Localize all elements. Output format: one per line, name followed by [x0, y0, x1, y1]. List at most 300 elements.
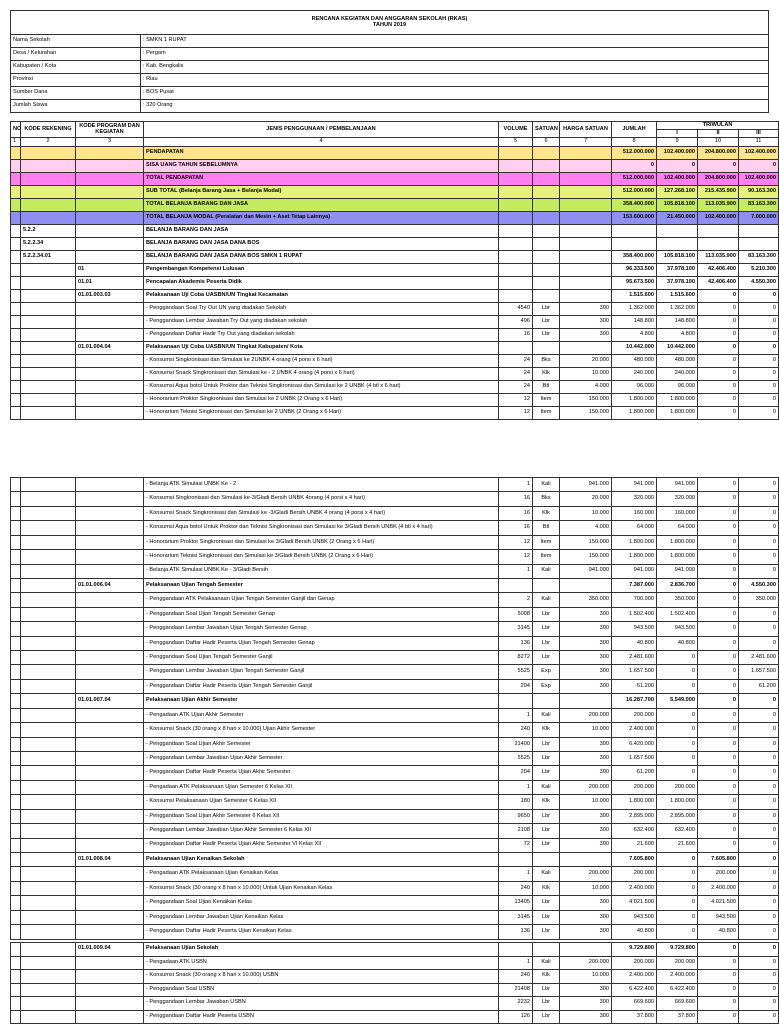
school-info-label: Desa / Kelurahan: [11, 48, 141, 61]
row-triwulan-1: 21.450.000: [657, 212, 698, 225]
row-volume: 5525: [499, 665, 533, 679]
row-jumlah: 61.200: [612, 766, 657, 780]
row-volume: [499, 694, 533, 708]
row-triwulan-3: 0: [739, 809, 779, 823]
row-harga-satuan: 200.000: [560, 956, 612, 970]
row-triwulan-2: 0: [698, 737, 739, 751]
row-kode-rekening: [21, 277, 76, 290]
row-volume: [499, 251, 533, 264]
row-jumlah: 700.000: [612, 593, 657, 607]
row-description: - Penggandaan Daftar Hadir Peserta Ujian Akhir Semester VI Kelas XII: [144, 838, 499, 852]
row-harga-satuan: [560, 251, 612, 264]
row-harga-satuan: 4.000: [560, 521, 612, 535]
row-kode-program: [76, 824, 144, 838]
school-info-row: [11, 87, 769, 100]
col-header-triwulan: TRIWULAN: [657, 122, 779, 130]
table-row: [11, 896, 779, 910]
col-num: 1: [11, 138, 21, 147]
row-kode-program: [76, 636, 144, 650]
col-num: 9: [657, 138, 698, 147]
row-volume: [499, 212, 533, 225]
row-jumlah: 64.000: [612, 521, 657, 535]
row-kode-rekening: [21, 578, 76, 592]
row-description: - Belanja ATK Simulasi UNBK Ke - 2: [144, 478, 499, 492]
row-kode-program: [76, 809, 144, 823]
row-description: - Honorarium Proktor Singkronisasi dan Simulasi ke 3/Gladi Bersih UNBK (2 Orang x 6 Hari): [144, 535, 499, 549]
row-triwulan-3: 0: [739, 394, 779, 407]
row-kode-rekening: [21, 407, 76, 420]
budget-table-continued: [10, 942, 779, 1024]
row-kode-rekening: [21, 651, 76, 665]
row-jumlah: 240.000: [612, 368, 657, 381]
row-harga-satuan: [560, 943, 612, 957]
row-triwulan-2: [698, 225, 739, 238]
row-jumlah: 40.800: [612, 925, 657, 939]
row-triwulan-2: 0: [698, 651, 739, 665]
table-row: [11, 780, 779, 794]
row-jumlah: 200.000: [612, 867, 657, 881]
row-kode-program: [76, 212, 144, 225]
row-jumlah: 1.657.500: [612, 752, 657, 766]
row-jumlah: 4.021.500: [612, 896, 657, 910]
row-triwulan-2: 0: [698, 665, 739, 679]
row-volume: [499, 277, 533, 290]
row-satuan: Lbr: [533, 622, 560, 636]
row-description: - Pengadaan ATK Pelaksanaan Ujian Semester 6 Kelas XII: [144, 780, 499, 794]
row-harga-satuan: 150.000: [560, 535, 612, 549]
row-jumlah: [612, 238, 657, 251]
row-no: [11, 607, 21, 621]
row-triwulan-3: 350.000: [739, 593, 779, 607]
row-satuan: [533, 238, 560, 251]
row-no: [11, 407, 21, 420]
row-harga-satuan: 10.000: [560, 881, 612, 895]
row-volume: [499, 186, 533, 199]
row-triwulan-1: 200.000: [657, 956, 698, 970]
row-no: [11, 394, 21, 407]
row-volume: 2: [499, 593, 533, 607]
row-jumlah: 1.800.000: [612, 407, 657, 420]
col-num: 2: [21, 138, 76, 147]
table-row: [11, 492, 779, 506]
row-kode-program: [76, 394, 144, 407]
row-triwulan-3: 0: [739, 316, 779, 329]
row-triwulan-3: 0: [739, 535, 779, 549]
row-volume: [499, 852, 533, 866]
row-no: [11, 723, 21, 737]
row-harga-satuan: 200.000: [560, 708, 612, 722]
row-triwulan-1: [657, 225, 698, 238]
row-jumlah: 512.000.000: [612, 147, 657, 160]
row-triwulan-3: 1.657.500: [739, 665, 779, 679]
row-kode-rekening: [21, 290, 76, 303]
row-kode-rekening: [21, 147, 76, 160]
row-volume: 3145: [499, 910, 533, 924]
row-kode-rekening: [21, 737, 76, 751]
row-satuan: Lbr: [533, 607, 560, 621]
row-jumlah: 200.000: [612, 780, 657, 794]
row-no: [11, 355, 21, 368]
table-row: [11, 264, 779, 277]
row-volume: 1: [499, 478, 533, 492]
row-volume: 204: [499, 679, 533, 693]
row-satuan: Kali: [533, 956, 560, 970]
row-triwulan-2: 0: [698, 1010, 739, 1024]
table-row: [11, 290, 779, 303]
row-triwulan-3: 102.400.000: [739, 147, 779, 160]
table-row: [11, 160, 779, 173]
row-description: - Konsumsi Aqua botol Untuk Proktor dan Teknisi Singkronisasi dan Simulasi ke 2 UNBK (4 btl x 6 hari): [144, 381, 499, 394]
row-triwulan-2: 0: [698, 752, 739, 766]
row-satuan: Lbr: [533, 316, 560, 329]
row-harga-satuan: 941.000: [560, 478, 612, 492]
row-no: [11, 636, 21, 650]
table-row: [11, 943, 779, 957]
row-kode-rekening: [21, 723, 76, 737]
row-triwulan-1: 0: [657, 679, 698, 693]
row-kode-rekening: [21, 394, 76, 407]
row-kode-rekening: [21, 303, 76, 316]
row-triwulan-2: 0: [698, 622, 739, 636]
row-triwulan-3: 0: [739, 867, 779, 881]
row-kode-rekening: [21, 780, 76, 794]
row-triwulan-2: 0: [698, 316, 739, 329]
row-kode-rekening: [21, 550, 76, 564]
row-description: - Penggandaan Lembar Jawaban Try Out yang diadakan sekolah: [144, 316, 499, 329]
row-description: - Penggandaan Soal Ujian Akhir Semester: [144, 737, 499, 751]
row-triwulan-2: 0: [698, 290, 739, 303]
row-triwulan-2: 2.400.000: [698, 881, 739, 895]
row-satuan: Item: [533, 535, 560, 549]
school-info-row: [11, 74, 769, 87]
row-volume: 24: [499, 381, 533, 394]
table-row: [11, 997, 779, 1011]
row-triwulan-1: 21.600: [657, 838, 698, 852]
col-num: 4: [144, 138, 499, 147]
row-triwulan-3: 0: [739, 550, 779, 564]
school-info-label: Kabupaten / Kota: [11, 61, 141, 74]
row-harga-satuan: [560, 212, 612, 225]
row-satuan: Item: [533, 407, 560, 420]
table-row: [11, 983, 779, 997]
row-satuan: Lbr: [533, 766, 560, 780]
row-triwulan-3: 0: [739, 355, 779, 368]
row-kode-program: [76, 186, 144, 199]
row-description: SUB TOTAL (Belanja Barang Jasa + Belanja Modal): [144, 186, 499, 199]
row-jumlah: 96.333.500: [612, 264, 657, 277]
row-satuan: Kali: [533, 708, 560, 722]
row-volume: 240: [499, 881, 533, 895]
row-kode-program: 01: [76, 264, 144, 277]
row-description: - Penggandaan Lembar Jawaban Ujian Tengah Semester Genap: [144, 622, 499, 636]
row-kode-program: [76, 896, 144, 910]
row-kode-rekening: [21, 766, 76, 780]
row-kode-rekening: [21, 264, 76, 277]
table-row: [11, 225, 779, 238]
row-satuan: Lbr: [533, 329, 560, 342]
rkas-header-table: [10, 10, 769, 113]
row-triwulan-2: 0: [698, 780, 739, 794]
row-harga-satuan: 300: [560, 752, 612, 766]
row-no: [11, 708, 21, 722]
row-kode-rekening: [21, 492, 76, 506]
row-kode-rekening: [21, 381, 76, 394]
row-harga-satuan: [560, 264, 612, 277]
row-kode-rekening: [21, 881, 76, 895]
row-volume: [499, 290, 533, 303]
row-triwulan-3: 0: [739, 824, 779, 838]
row-triwulan-3: 0: [739, 997, 779, 1011]
table-row: [11, 381, 779, 394]
row-triwulan-1: 1.800.000: [657, 407, 698, 420]
col-header-no: NO: [11, 122, 21, 138]
row-jumlah: 7.387.000: [612, 578, 657, 592]
row-description: - Pengadaan ATK Pelaksanaan Ujian Kenaikan Kelas: [144, 867, 499, 881]
row-jumlah: 160.000: [612, 506, 657, 520]
row-triwulan-3: 0: [739, 303, 779, 316]
row-harga-satuan: 10.000: [560, 368, 612, 381]
row-triwulan-1: 102.400.000: [657, 173, 698, 186]
row-harga-satuan: [560, 147, 612, 160]
row-volume: [499, 173, 533, 186]
row-satuan: [533, 342, 560, 355]
school-info: [11, 35, 769, 113]
row-volume: [499, 342, 533, 355]
row-no: [11, 303, 21, 316]
row-kode-rekening: [21, 752, 76, 766]
row-harga-satuan: 300: [560, 651, 612, 665]
row-jumlah: 358.400.000: [612, 251, 657, 264]
row-triwulan-2: 0: [698, 521, 739, 535]
row-satuan: Lbr: [533, 983, 560, 997]
row-triwulan-2: 0: [698, 809, 739, 823]
row-kode-program: [76, 983, 144, 997]
row-kode-program: [76, 368, 144, 381]
row-triwulan-1: 1.502.400: [657, 607, 698, 621]
table-row: [11, 303, 779, 316]
row-triwulan-3: 61.200: [739, 679, 779, 693]
row-kode-program: [76, 593, 144, 607]
row-jumlah: 320.000: [612, 492, 657, 506]
table-row: [11, 342, 779, 355]
row-triwulan-1: 1.800.000: [657, 795, 698, 809]
row-triwulan-2: 0: [698, 578, 739, 592]
row-triwulan-3: 0: [739, 521, 779, 535]
row-kode-program: [76, 355, 144, 368]
row-triwulan-1: 1.515.600: [657, 290, 698, 303]
row-jumlah: 2.400.000: [612, 970, 657, 984]
budget-rows-section-1: [11, 147, 779, 420]
row-triwulan-2: 0: [698, 160, 739, 173]
row-volume: 204: [499, 766, 533, 780]
row-triwulan-2: 0: [698, 564, 739, 578]
row-no: [11, 535, 21, 549]
row-kode-program: [76, 867, 144, 881]
budget-rows-section-3: [11, 943, 779, 1024]
row-volume: 24: [499, 368, 533, 381]
row-satuan: Lbr: [533, 910, 560, 924]
row-jumlah: 1.800.000: [612, 535, 657, 549]
row-jumlah: 1.515.600: [612, 290, 657, 303]
row-satuan: [533, 943, 560, 957]
row-satuan: Kali: [533, 867, 560, 881]
row-triwulan-2: 0: [698, 679, 739, 693]
row-triwulan-1: 148.800: [657, 316, 698, 329]
row-triwulan-1: 1.800.000: [657, 550, 698, 564]
row-triwulan-1: 350.000: [657, 593, 698, 607]
table-row: [11, 1010, 779, 1024]
row-kode-rekening: [21, 852, 76, 866]
row-jumlah: 943.500: [612, 622, 657, 636]
row-triwulan-2: [698, 238, 739, 251]
row-no: [11, 665, 21, 679]
row-volume: 2232: [499, 997, 533, 1011]
row-kode-rekening: [21, 355, 76, 368]
row-harga-satuan: [560, 852, 612, 866]
row-triwulan-1: 480.000: [657, 355, 698, 368]
document-title-line-1: RENCANA KEGIATAN DAN ANGGARAN SEKOLAH (RKAS): [311, 15, 468, 22]
row-triwulan-3: 0: [739, 910, 779, 924]
row-kode-program: [76, 506, 144, 520]
row-kode-program: [76, 910, 144, 924]
row-triwulan-3: 0: [739, 838, 779, 852]
row-kode-program: [76, 881, 144, 895]
row-harga-satuan: 350.000: [560, 593, 612, 607]
table-row: [11, 925, 779, 939]
table-row: [11, 665, 779, 679]
row-triwulan-3: 0: [739, 896, 779, 910]
school-info-label: Jumlah Siswa: [11, 100, 141, 113]
school-info-value: : Riau: [141, 74, 769, 87]
row-description: - Pengadaan ATK Ujian Akhir Semester: [144, 708, 499, 722]
row-kode-program: [76, 199, 144, 212]
row-kode-program: [76, 225, 144, 238]
row-volume: 2108: [499, 824, 533, 838]
row-kode-rekening: [21, 665, 76, 679]
row-description: - Penggandaan Daftar Hadir Peserta Ujian Akhir Semester: [144, 766, 499, 780]
table-row: [11, 199, 779, 212]
row-kode-program: [76, 607, 144, 621]
row-description: - Penggandaan Daftar Hadir Peserta Ujian Kenaikan Kelas: [144, 925, 499, 939]
row-kode-program: [76, 1010, 144, 1024]
table-row: [11, 970, 779, 984]
table-row: [11, 881, 779, 895]
row-satuan: Item: [533, 394, 560, 407]
col-header-satuan: SATUAN: [533, 122, 560, 138]
row-volume: 5525: [499, 752, 533, 766]
row-description: - Penggandaan Lembar Jawaban Ujian Tengah Semester Ganjil: [144, 665, 499, 679]
row-kode-rekening: [21, 622, 76, 636]
school-info-value: : Kab. Bengkalis: [141, 61, 769, 74]
school-info-row: [11, 48, 769, 61]
row-description: - Belanja ATK Simulasi UNBK Ke - 3/Gladi Bersih: [144, 564, 499, 578]
row-triwulan-1: 9.729.800: [657, 943, 698, 957]
row-jumlah: 669.600: [612, 997, 657, 1011]
row-triwulan-3: 0: [739, 737, 779, 751]
document-title: [11, 11, 769, 35]
row-triwulan-1: 105.818.100: [657, 251, 698, 264]
school-info-label: Nama Sekolah: [11, 35, 141, 48]
row-triwulan-3: [739, 225, 779, 238]
row-jumlah: 7.605.800: [612, 852, 657, 866]
table-row: [11, 368, 779, 381]
row-harga-satuan: 300: [560, 910, 612, 924]
row-kode-rekening: 5.2.2.34: [21, 238, 76, 251]
row-description: - Honorarium Teknisi Singkronisasi dan Simulasi ke 2 UNBK (2 Orang x 6 Hari): [144, 407, 499, 420]
row-harga-satuan: [560, 186, 612, 199]
row-volume: 9650: [499, 809, 533, 823]
row-kode-program: 01.01.006.04: [76, 578, 144, 592]
row-volume: 496: [499, 316, 533, 329]
row-kode-rekening: 5.2.2: [21, 225, 76, 238]
row-triwulan-3: 2.481.600: [739, 651, 779, 665]
school-info-value: : Pergam: [141, 48, 769, 61]
row-description: BELANJA BARANG DAN JASA: [144, 225, 499, 238]
row-jumlah: 95.673.500: [612, 277, 657, 290]
row-kode-program: [76, 795, 144, 809]
row-harga-satuan: 300: [560, 636, 612, 650]
row-triwulan-3: 0: [739, 766, 779, 780]
table-row: [11, 329, 779, 342]
row-harga-satuan: [560, 238, 612, 251]
row-triwulan-2: 40.800: [698, 925, 739, 939]
table-row: [11, 824, 779, 838]
row-description: Pelaksanaan Ujian Akhir Semester: [144, 694, 499, 708]
row-harga-satuan: 200.000: [560, 867, 612, 881]
row-volume: [499, 238, 533, 251]
row-triwulan-3: 0: [739, 506, 779, 520]
row-jumlah: 2.895.000: [612, 809, 657, 823]
row-triwulan-3: 0: [739, 852, 779, 866]
row-triwulan-2: 0: [698, 506, 739, 520]
row-kode-rekening: [21, 593, 76, 607]
row-harga-satuan: 300: [560, 607, 612, 621]
row-no: [11, 852, 21, 866]
row-triwulan-2: 0: [698, 355, 739, 368]
column-number-row: [11, 138, 779, 147]
row-triwulan-2: 0: [698, 535, 739, 549]
row-volume: 4540: [499, 303, 533, 316]
row-no: [11, 277, 21, 290]
row-kode-rekening: [21, 970, 76, 984]
row-triwulan-1: 0: [657, 737, 698, 751]
row-no: [11, 896, 21, 910]
row-kode-program: [76, 564, 144, 578]
row-description: - Penggandaan Soal Ujian Tengah Semester Ganjil: [144, 651, 499, 665]
row-triwulan-1: 0: [657, 160, 698, 173]
row-volume: 3145: [499, 622, 533, 636]
row-no: [11, 381, 21, 394]
row-triwulan-3: 0: [739, 752, 779, 766]
row-kode-rekening: [21, 694, 76, 708]
row-no: [11, 212, 21, 225]
school-info-value: : 320 Orang: [141, 100, 769, 113]
row-kode-program: [76, 478, 144, 492]
col-num: 10: [698, 138, 739, 147]
row-jumlah: 37.800: [612, 1010, 657, 1024]
row-triwulan-1: 240.000: [657, 368, 698, 381]
row-harga-satuan: [560, 199, 612, 212]
row-no: [11, 983, 21, 997]
row-no: [11, 838, 21, 852]
row-triwulan-3: 0: [739, 1010, 779, 1024]
row-triwulan-3: 0: [739, 881, 779, 895]
row-triwulan-1: 37.978.100: [657, 277, 698, 290]
row-harga-satuan: 300: [560, 896, 612, 910]
row-no: [11, 492, 21, 506]
row-volume: 12: [499, 407, 533, 420]
row-description: - Pengadaan ATK USBN: [144, 956, 499, 970]
